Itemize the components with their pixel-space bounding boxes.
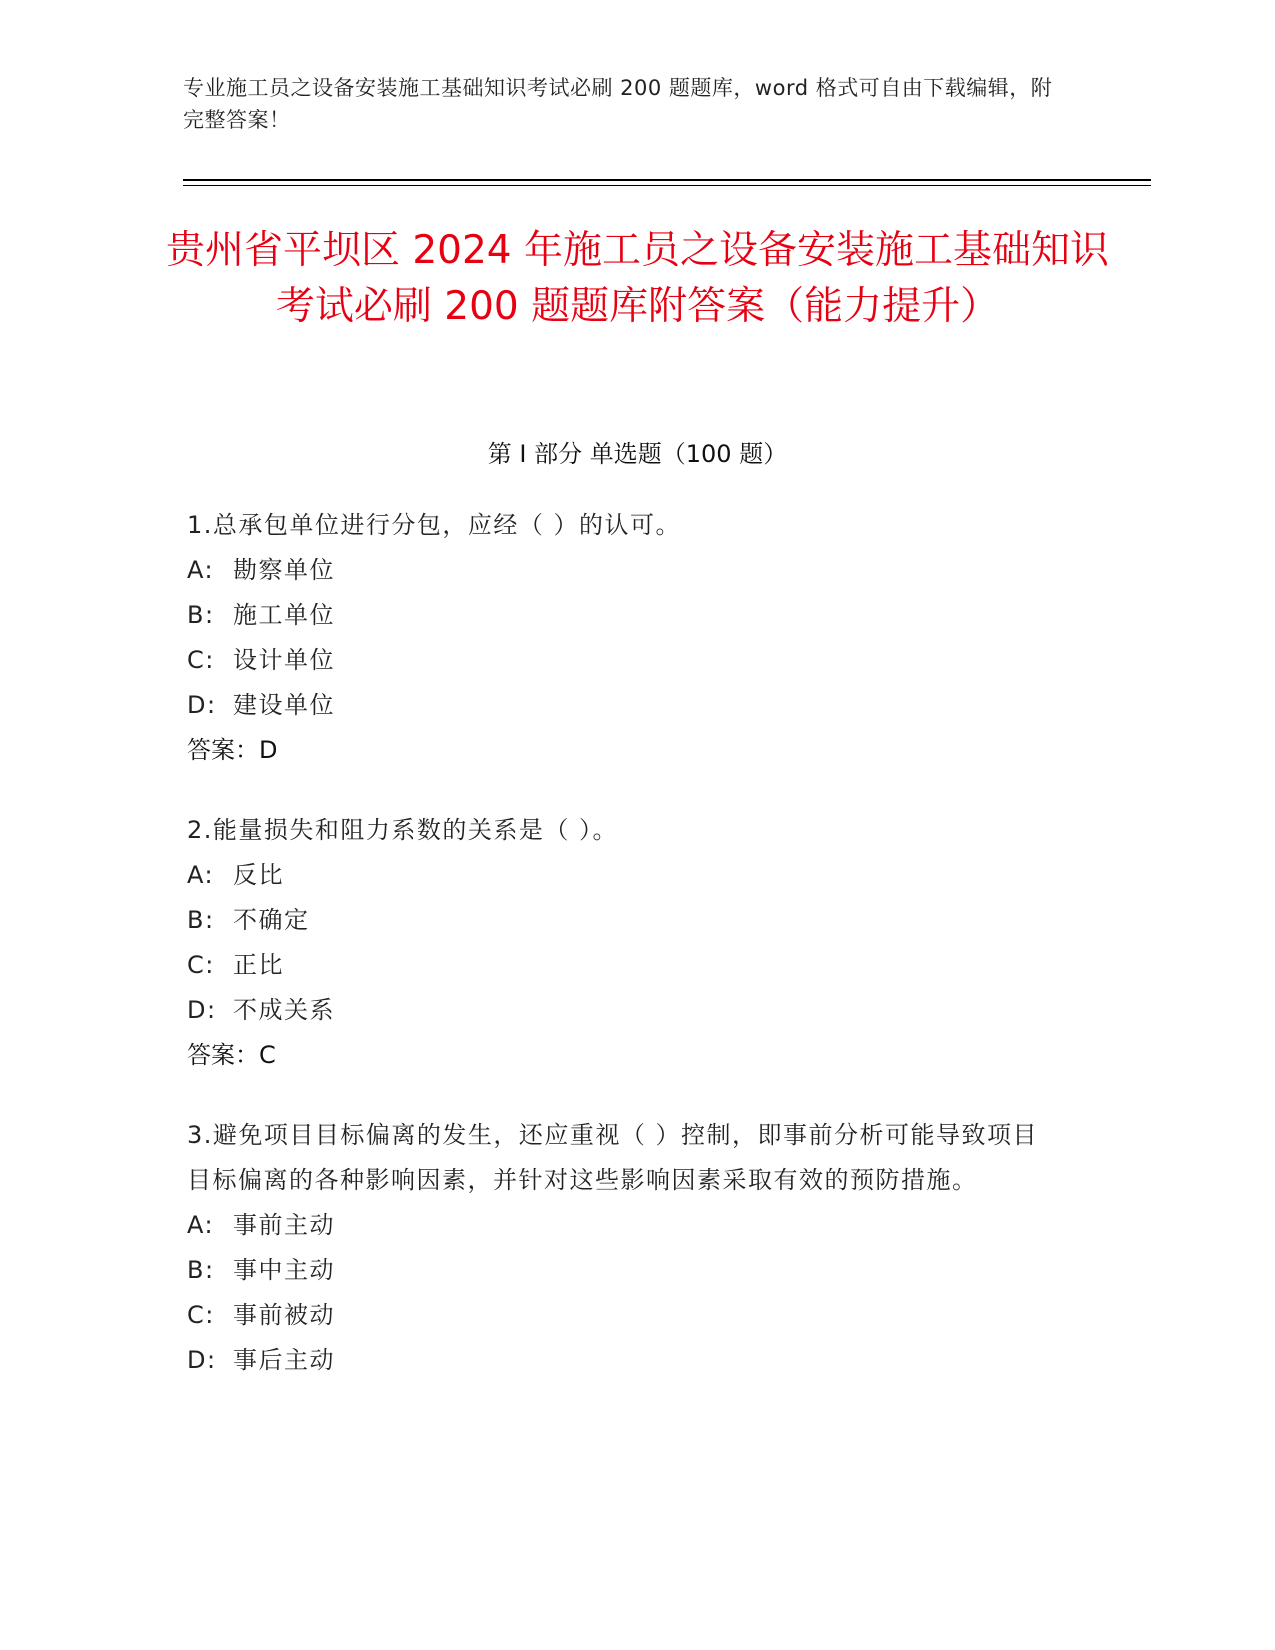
- header-rule-thick: [183, 179, 1151, 181]
- option-c: [187, 1293, 1057, 1338]
- option-text: 不成关系: [233, 996, 335, 1024]
- option-letter: A:: [187, 861, 215, 889]
- option-text: 建设单位: [233, 691, 335, 719]
- header-note: 专业施工员之设备安装施工基础知识考试必刷 200 题题库，word 格式可自由下载编辑，附完整答案！: [183, 76, 1053, 132]
- option-letter: C:: [187, 646, 215, 674]
- question-1: [187, 503, 1057, 773]
- question-stem: 1.总承包单位进行分包，应经（ ）的认可。: [187, 511, 682, 539]
- option-text: 反比: [233, 861, 284, 889]
- option-c: [187, 638, 1057, 683]
- option-letter: A:: [187, 1211, 215, 1239]
- option-letter: B:: [187, 1256, 215, 1284]
- question-stem: 3.避免项目目标偏离的发生，还应重视（ ）控制，即事前分析可能导致项目目标偏离的各种影响因素，并针对这些影响因素采取有效的预防措施。: [187, 1121, 1039, 1194]
- option-text: 勘察单位: [233, 556, 335, 584]
- document-title: 贵州省平坝区 2024 年施工员之设备安装施工基础知识考试必刷 200 题题库附答案（能力提升）: [165, 228, 1110, 329]
- option-text: 事后主动: [233, 1346, 335, 1374]
- option-text: 事前主动: [233, 1211, 335, 1239]
- option-text: 事前被动: [233, 1301, 335, 1329]
- question-3: [187, 1113, 1057, 1383]
- option-b: [187, 898, 1057, 943]
- option-d: [187, 1338, 1057, 1383]
- option-a: [187, 1203, 1057, 1248]
- option-d: [187, 988, 1057, 1033]
- option-text: 事中主动: [233, 1256, 335, 1284]
- option-b: [187, 593, 1057, 638]
- answer: 答案：C: [187, 1041, 276, 1069]
- option-letter: D:: [187, 996, 217, 1024]
- option-text: 正比: [233, 951, 284, 979]
- option-text: 不确定: [233, 906, 310, 934]
- answer: 答案：D: [187, 736, 278, 764]
- option-d: [187, 683, 1057, 728]
- option-a: [187, 853, 1057, 898]
- option-letter: B:: [187, 906, 215, 934]
- option-c: [187, 943, 1057, 988]
- option-text: 设计单位: [233, 646, 335, 674]
- question-stem: 2.能量损失和阻力系数的关系是（ ）。: [187, 816, 619, 844]
- header-rule-thin: [183, 185, 1151, 186]
- question-2: [187, 808, 1057, 1078]
- option-letter: A:: [187, 556, 215, 584]
- option-b: [187, 1248, 1057, 1293]
- section-heading: 第 I 部分 单选题（100 题）: [487, 440, 788, 468]
- option-letter: C:: [187, 1301, 215, 1329]
- option-letter: C:: [187, 951, 215, 979]
- option-a: [187, 548, 1057, 593]
- option-letter: D:: [187, 1346, 217, 1374]
- option-letter: D:: [187, 691, 217, 719]
- option-text: 施工单位: [233, 601, 335, 629]
- option-letter: B:: [187, 601, 215, 629]
